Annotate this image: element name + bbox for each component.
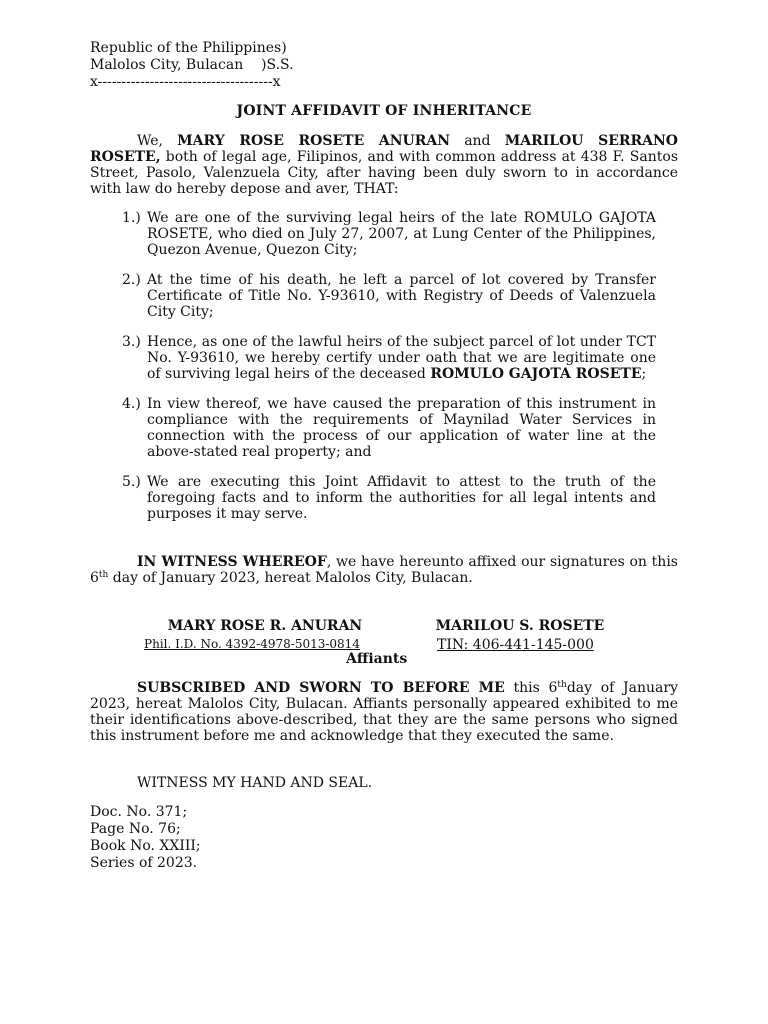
statement-item xyxy=(122,334,656,382)
jurat-paragraph xyxy=(90,680,678,744)
item-number: 1.) xyxy=(122,210,141,226)
item-text: We are one of the surviving legal heirs of the late ROMULO GAJOTA ROSETE, who died on July 27, 2007, at Lung Center of the Philippines, Quezon Avenue, Quezon City; xyxy=(147,210,656,258)
deceased-name: ROMULO GAJOTA ROSETE xyxy=(430,366,642,382)
hand-and-seal: WITNESS MY HAND AND SEAL. xyxy=(137,775,373,791)
jurat-text-1: this 6 xyxy=(504,680,558,696)
statement-item xyxy=(122,396,656,460)
intro-rest: both of legal age, Filipinos, and with common address at 438 F. Santos Street, Pasolo, Valenzuela City, after having been duly sworn to in accordance with law do hereby depose and aver, THAT: xyxy=(90,149,678,197)
item-number: 4.) xyxy=(122,396,141,412)
jurat-ordinal: th xyxy=(557,680,567,690)
statement-item xyxy=(122,210,656,258)
affiant-name-2: MARILOU SERRANO ROSETE, xyxy=(90,133,679,165)
witness-ordinal: th xyxy=(98,570,109,580)
witness-paragraph xyxy=(90,554,678,586)
venue-republic: Republic of the Philippines) xyxy=(90,40,287,56)
statement-item xyxy=(122,474,656,522)
notarial-register xyxy=(90,804,201,872)
signatory-right-id: TIN: 406-441-145-000 xyxy=(437,637,594,653)
page-number: Page No. 76; xyxy=(90,821,181,837)
intro-paragraph xyxy=(90,133,678,197)
affiant-name-1: MARY ROSE ROSETE ANURAN xyxy=(177,133,451,149)
item-tail: ; xyxy=(641,366,647,382)
statement-item xyxy=(122,272,656,320)
witness-text-2: day of January 2023, hereat Malolos City, Bulacan. xyxy=(108,570,473,586)
series-year: Series of 2023. xyxy=(90,855,198,871)
jurat-text-2: day of January 2023, hereat Malolos City, Bulacan. Affiants personally appeared exhibited to me their identifications above-described, that they are the same persons who signed this instrument before me and acknowledge that they executed the same. xyxy=(90,680,678,744)
item-text: We are executing this Joint Affidavit to attest to the truth of the foregoing facts and to inform the authorities for all legal intents and purposes it may serve. xyxy=(147,474,656,522)
item-number: 3.) xyxy=(122,334,141,350)
item-text: Hence, as one of the lawful heirs of the subject parcel of lot under TCT No. Y-93610, we hereby certify under oath that we are legitimate one of surviving legal heirs of the deceased xyxy=(147,334,656,382)
affiants-label: Affiants xyxy=(346,651,408,667)
intro-and: and xyxy=(450,133,505,149)
intro-we: We, xyxy=(137,133,178,149)
venue-city: Malolos City, Bulacan )S.S. xyxy=(90,57,294,73)
statement-list xyxy=(122,210,656,522)
item-number: 2.) xyxy=(122,272,141,288)
witness-text-1: , we have hereunto affixed our signatures on this 6 xyxy=(90,554,678,586)
jurat-heading: SUBSCRIBED AND SWORN TO BEFORE ME xyxy=(137,680,505,696)
witness-heading: IN WITNESS WHEREOF xyxy=(137,554,327,570)
item-text: At the time of his death, he left a parcel of lot covered by Transfer Certificate of Title No. Y-93610, with Registry of Deeds of Valenzuela City City; xyxy=(147,272,656,320)
signatory-left-name: MARY ROSE R. ANURAN xyxy=(167,618,363,634)
book-number: Book No. XXIII; xyxy=(90,838,201,854)
item-text: In view thereof, we have caused the preparation of this instrument in compliance with the requirements of Maynilad Water Services in connection with the process of our application of water line at the above-stated real property; and xyxy=(147,396,656,460)
document-title: JOINT AFFIDAVIT OF INHERITANCE xyxy=(236,103,532,119)
item-number: 5.) xyxy=(122,474,141,490)
venue-block xyxy=(90,40,294,91)
signatory-left-id: Phil. I.D. No. 4392-4978-5013-0814 xyxy=(144,637,360,651)
venue-separator: x-------------------------------------x xyxy=(90,74,281,90)
doc-number: Doc. No. 371; xyxy=(90,804,188,820)
signatory-right-name: MARILOU S. ROSETE xyxy=(435,618,605,634)
